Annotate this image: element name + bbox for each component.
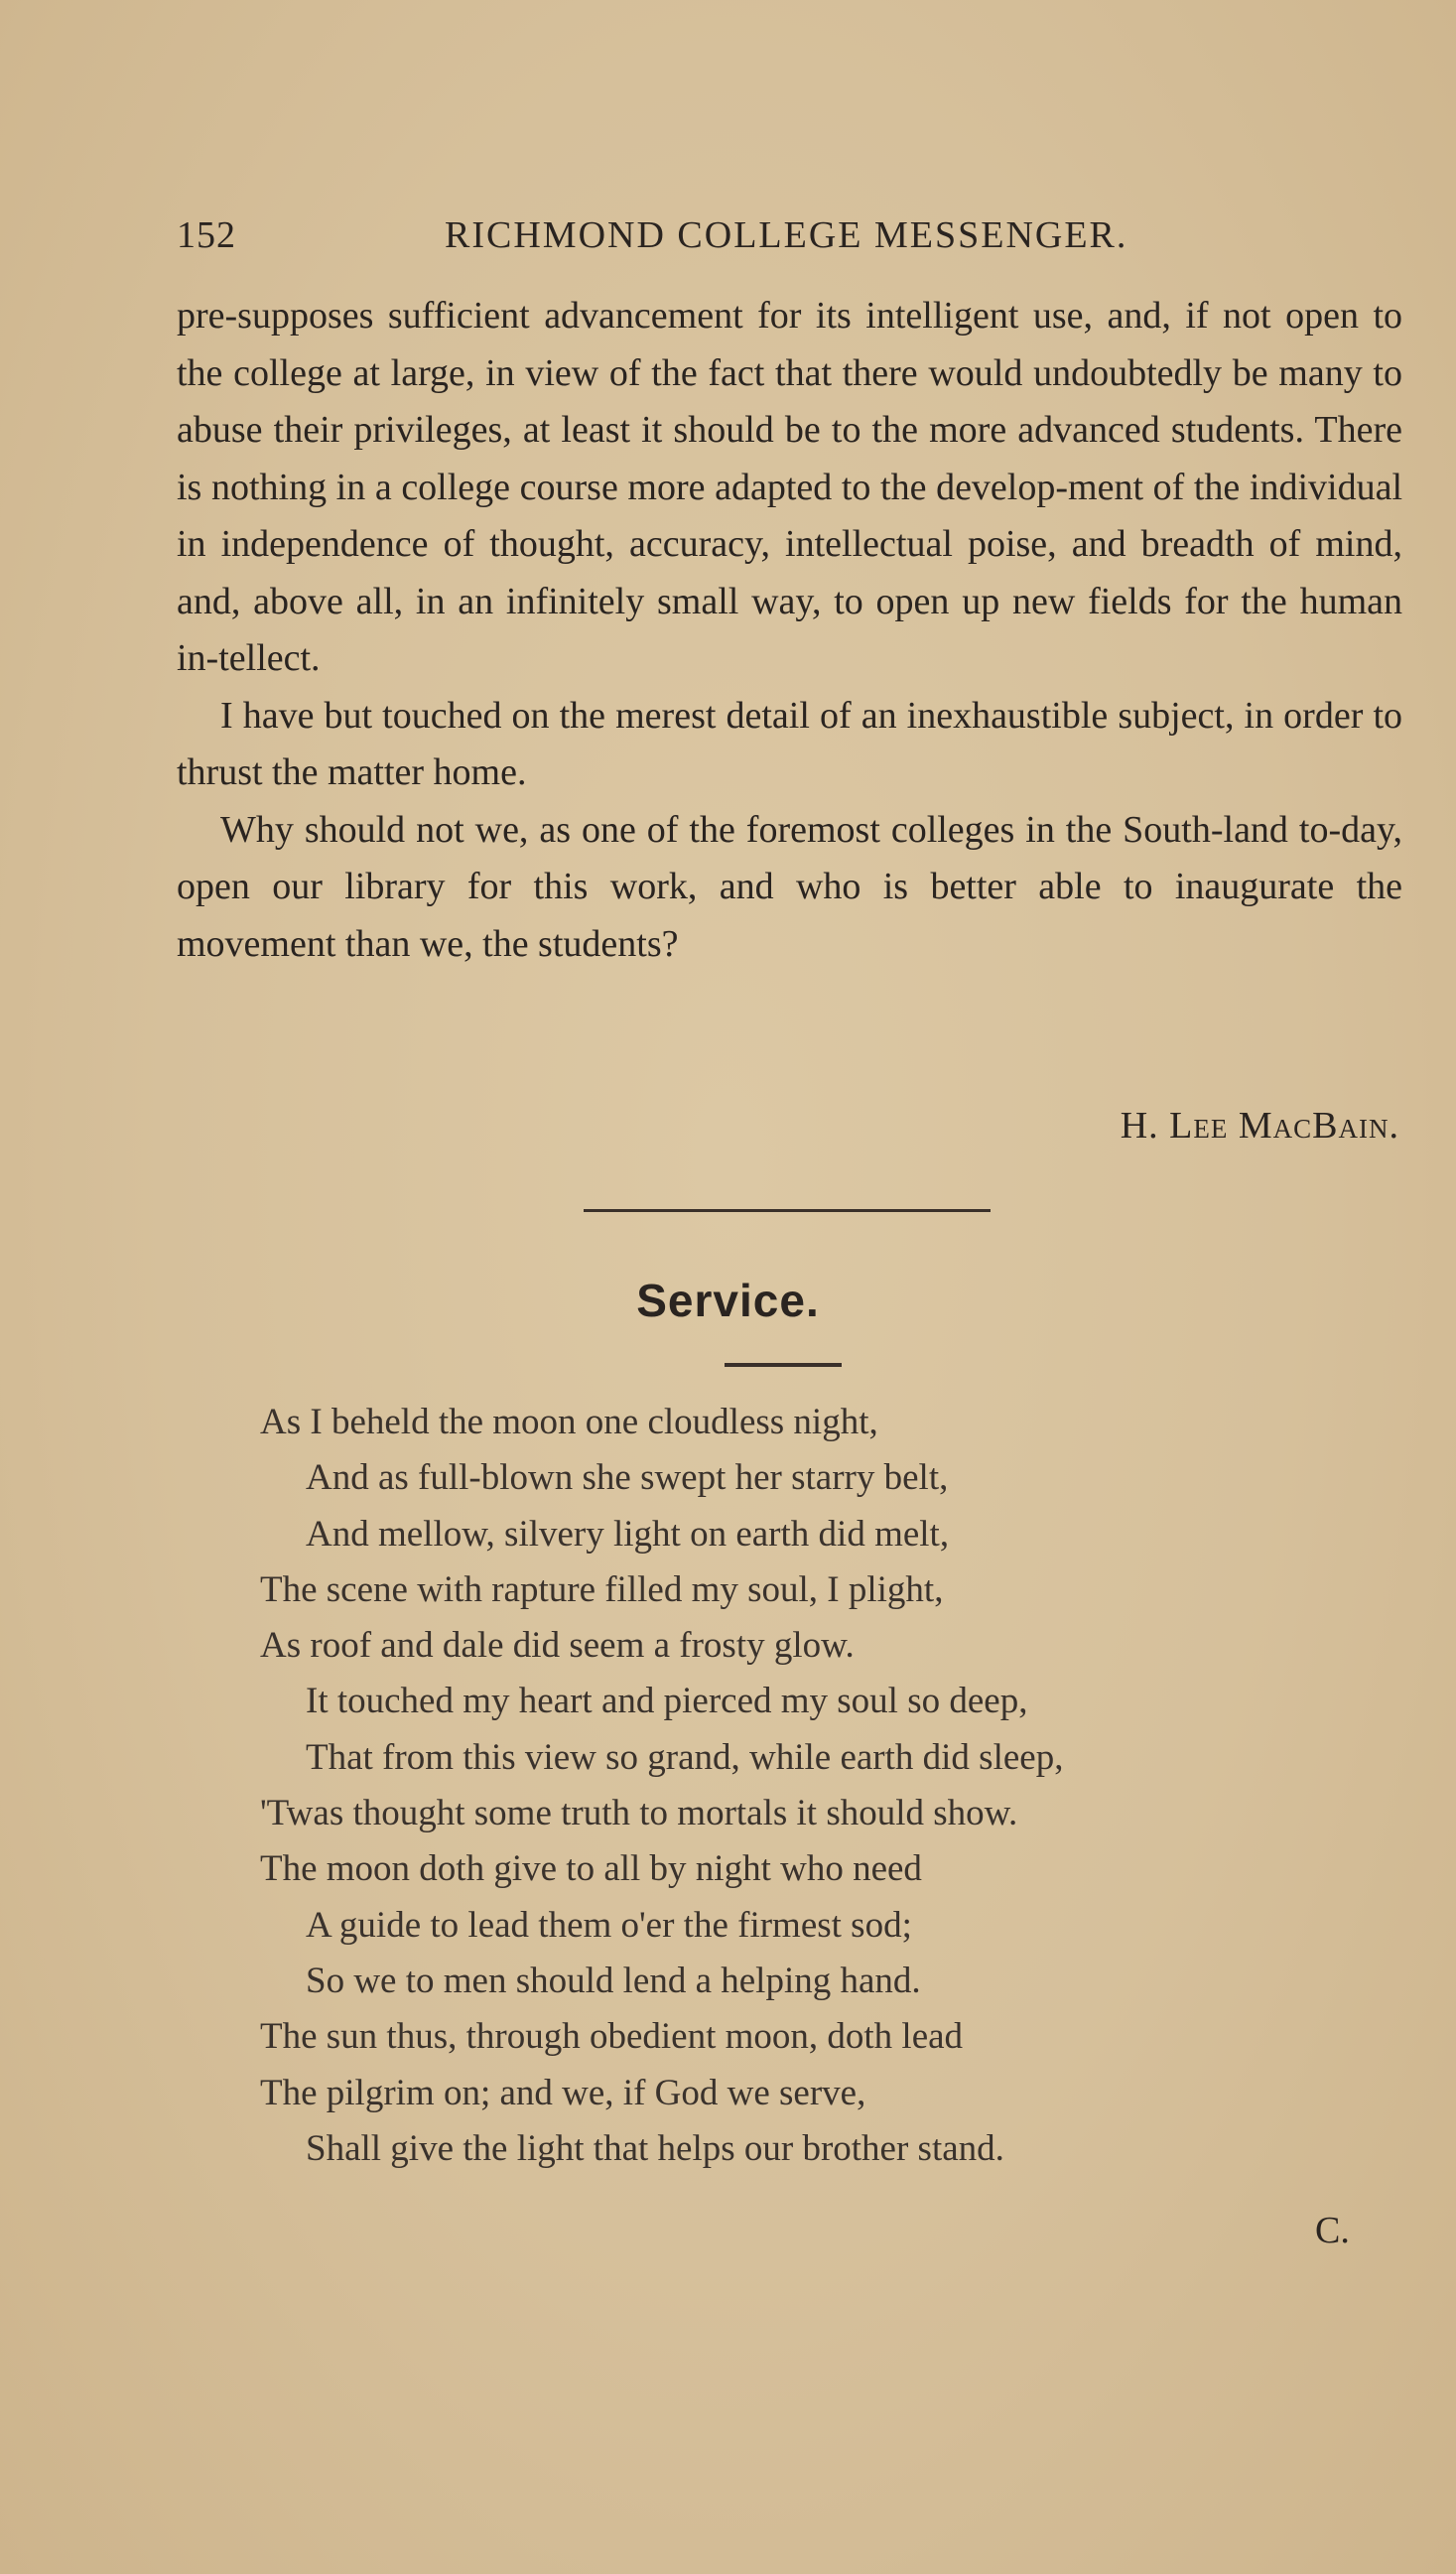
essay-paragraph: pre-supposes sufficient advancement for its intelligent use, and, if not open to the college at large, in view of the fact that there would undoubtedly be many to abuse their privileges, at least it should be to the more advanced students. There is nothing in a college course more adapted to the develop-ment of the individual in independence of thought, accuracy, intellectual poise, and breadth of mind, and, above all, in an infinitely small way, to open up new fields for the human in-tellect. xyxy=(177,295,1402,679)
poem-line: And as full-blown she swept her starry belt, xyxy=(306,1457,949,1499)
poem-line: A guide to lead them o'er the firmest sod; xyxy=(306,1904,912,1946)
essay-paragraph: I have but touched on the merest detail of an inexhaustible subject, in order to thrust the matter home. xyxy=(177,694,1402,793)
poem-line: Shall give the light that helps our brother stand. xyxy=(306,2127,1004,2169)
poem-line: The sun thus, through obedient moon, doth lead xyxy=(260,2016,964,2058)
running-head xyxy=(177,213,1358,263)
section-divider xyxy=(584,1209,991,1212)
poem-body xyxy=(260,1395,1362,2177)
poem-line: 'Twas thought some truth to mortals it should show. xyxy=(260,1793,1018,1834)
essay-paragraph: Why should not we, as one of the foremost colleges in the South-land to-day, open our library for this work, and who is better able to inaugurate the movement than we, the students? xyxy=(177,808,1402,965)
poem-line: That from this view so grand, while earth did sleep, xyxy=(306,1736,1064,1778)
page-number: 152 xyxy=(177,214,236,256)
poem-line: The pilgrim on; and we, if God we serve, xyxy=(260,2072,866,2113)
poem-line: The scene with rapture filled my soul, I plight, xyxy=(260,1568,944,1610)
essay-author-signature xyxy=(1121,1104,1399,1148)
author-initial: H. xyxy=(1120,1105,1159,1147)
essay-text xyxy=(177,288,1402,973)
journal-title: RICHMOND COLLEGE MESSENGER. xyxy=(445,214,1128,256)
author-name: Lee MacBain. xyxy=(1169,1105,1399,1147)
poem-signature: C. xyxy=(1315,2210,1350,2251)
poem-line: It touched my heart and pierced my soul so deep, xyxy=(306,1681,1028,1722)
poem-line: So we to men should lend a helping hand. xyxy=(306,1960,921,2001)
poem-line: And mellow, silvery light on earth did melt, xyxy=(306,1513,950,1555)
poem-line: As roof and dale did seem a frosty glow. xyxy=(260,1625,855,1667)
poem-line: The moon doth give to all by night who need xyxy=(260,1848,922,1890)
title-underline xyxy=(725,1363,842,1367)
poem-title: Service. xyxy=(636,1275,820,1326)
poem-line: As I beheld the moon one cloudless night, xyxy=(260,1402,878,1442)
